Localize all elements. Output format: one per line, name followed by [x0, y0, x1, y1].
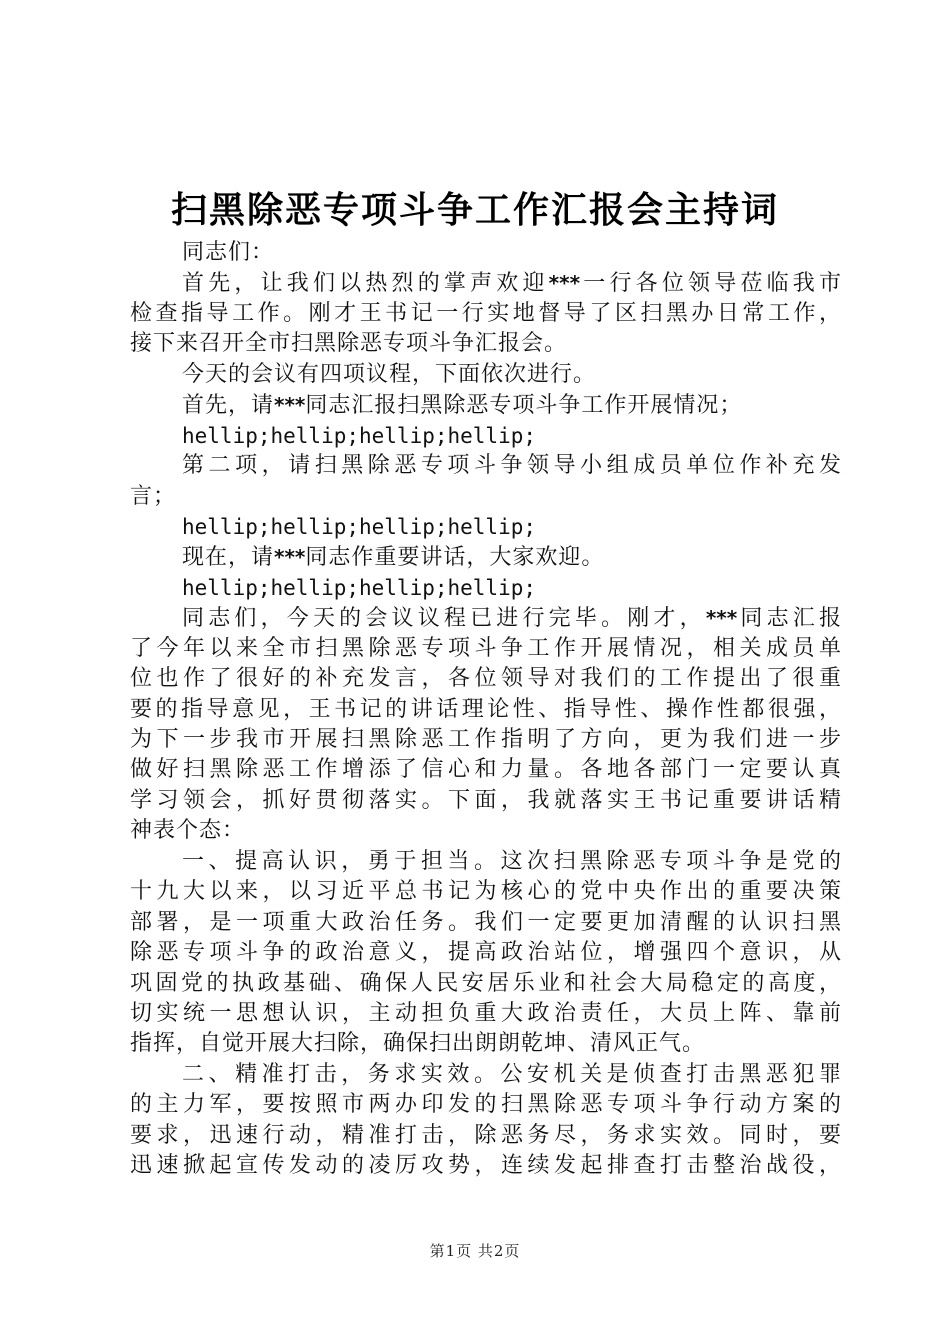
- redacted-name: ***: [274, 545, 306, 570]
- text-line: 神表个态：: [130, 818, 246, 844]
- text-line: 今天的会议有四项议程，下面依次进行。: [182, 361, 597, 387]
- redacted-name: ***: [274, 393, 306, 418]
- text-line: 要求，迅速行动，精准打击，除恶务尽，务求实效。同时，要: [130, 1122, 842, 1148]
- text-line: 学习领会，抓好贯彻落实。下面，我就落实王书记重要讲话精: [130, 787, 842, 813]
- text-line: hellip;hellip;hellip;hellip;: [182, 575, 537, 600]
- text-line: 了今年以来全市扫黑除恶专项斗争工作开展情况，相关成员单: [130, 635, 842, 661]
- text-line: 巩固党的执政基础、确保人民安居乐业和社会大局稳定的高度，: [130, 970, 842, 996]
- text-line: 的主力军，要按照市两办印发的扫黑除恶专项斗争行动方案的: [130, 1092, 842, 1118]
- text-line: 切实统一思想认识，主动担负重大政治责任，大员上阵、靠前: [130, 1000, 842, 1026]
- text-line: 部署，是一项重大政治任务。我们一定要更加清醒的认识扫黑: [130, 909, 842, 935]
- text-line: 同志们，今天的会议议程已进行完毕。刚才，***同志汇报: [182, 606, 842, 632]
- text-line: 检查指导工作。刚才王书记一行实地督导了区扫黑办日常工作，: [130, 300, 842, 326]
- text-line: 位也作了很好的补充发言，各位领导对我们的工作提出了很重: [130, 666, 842, 692]
- text-line: 指挥，自觉开展大扫除，确保扫出朗朗乾坤、清风正气。: [130, 1031, 706, 1057]
- redacted-name: ***: [705, 606, 738, 631]
- text-line: 除恶专项斗争的政治意义，提高政治站位，增强四个意识，从: [130, 940, 842, 966]
- text-line: 二、精准打击，务求实效。公安机关是侦查打击黑恶犯罪: [182, 1061, 842, 1087]
- text-line: 一、提高认识，勇于担当。这次扫黑除恶专项斗争是党的: [182, 848, 842, 874]
- text-line: 要的指导意见，王书记的讲话理论性、指导性、操作性都很强，: [130, 696, 842, 722]
- text-line: 第二项，请扫黑除恶专项斗争领导小组成员单位作补充发: [182, 453, 842, 479]
- text-line: 现在，请***同志作重要讲话，大家欢迎。: [182, 545, 605, 571]
- document-title: 扫黑除恶专项斗争工作汇报会主持词: [170, 189, 779, 231]
- text-line: 同志们：: [182, 240, 275, 265]
- text-line: 十九大以来，以习近平总书记为核心的党中央作出的重要决策: [130, 879, 842, 905]
- page-number-footer: 第1页 共2页: [429, 1242, 521, 1260]
- text-line: 接下来召开全市扫黑除恶专项斗争汇报会。: [130, 331, 568, 357]
- text-line: 迅速掀起宣传发动的凌厉攻势，连续发起排查打击整治战役，: [130, 1153, 842, 1179]
- document-body: [130, 238, 842, 1182]
- text-line: 首先，请***同志汇报扫黑除恶专项斗争工作开展情况；: [182, 393, 743, 419]
- text-line: 首先，让我们以热烈的掌声欢迎***一行各位领导莅临我市: [182, 271, 842, 297]
- text-line: hellip;hellip;hellip;hellip;: [182, 514, 537, 539]
- text-line: hellip;hellip;hellip;hellip;: [182, 423, 537, 448]
- redacted-name: ***: [548, 271, 581, 296]
- text-line: 做好扫黑除恶工作增添了信心和力量。各地各部门一定要认真: [130, 757, 842, 783]
- text-line: 为下一步我市开展扫黑除恶工作指明了方向，更为我们进一步: [130, 727, 842, 752]
- text-line: 言；: [130, 483, 177, 509]
